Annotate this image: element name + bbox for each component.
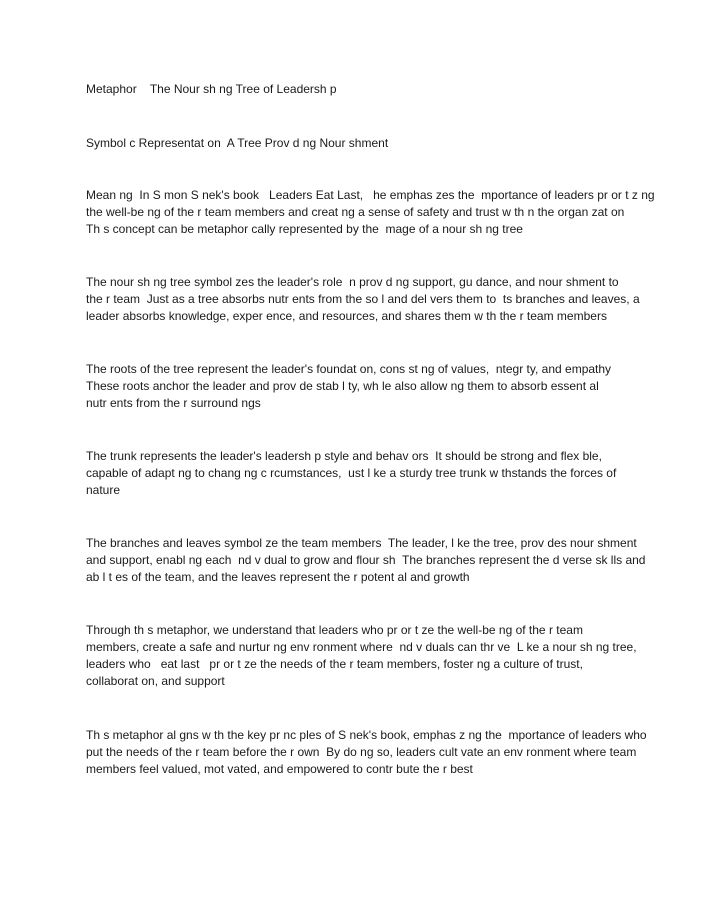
paragraph-3-line-1: The roots of the tree represent the leader's foundat on, cons st ng of values, ntegr ty, and empathy <box>86 362 612 376</box>
paragraph-5-line-3: ab l t es of the team, and the leaves represent the r potent al and growth <box>86 570 470 584</box>
paragraph-1-line-1: Mean ng In S mon S nek's book Leaders Eat Last, he emphas zes the mportance of leaders pr or t z ng <box>86 188 655 202</box>
paragraph-6-line-3: leaders who eat last pr or t ze the needs of the r team members, foster ng a culture of trust, <box>86 657 583 671</box>
paragraph-5-line-1: The branches and leaves symbol ze the team members The leader, l ke the tree, prov des nour shment <box>86 536 637 550</box>
paragraph-2-line-1: The nour sh ng tree symbol zes the leader's role n prov d ng support, gu dance, and nour shment to <box>86 275 619 289</box>
paragraph-4-line-1: The trunk represents the leader's leadersh p style and behav ors It should be strong and flex ble, <box>86 449 602 463</box>
document-subtitle: Symbol c Representat on A Tree Prov d ng Nour shment <box>86 136 389 150</box>
paragraph-6-line-1: Through th s metaphor, we understand that leaders who pr or t ze the well-be ng of the r team <box>86 623 583 637</box>
paragraph-6-line-2: members, create a safe and nurtur ng env ronment where nd v duals can thr ve L ke a nour sh ng tree, <box>86 640 637 654</box>
paragraph-1-line-3: Th s concept can be metaphor cally represented by the mage of a nour sh ng tree <box>86 222 523 236</box>
paragraph-7-line-3: members feel valued, mot vated, and empowered to contr bute the r best <box>86 762 473 776</box>
paragraph-4-line-3: nature <box>86 483 121 497</box>
paragraph-2-line-3: leader absorbs knowledge, exper ence, and resources, and shares them w th the r team members <box>86 309 607 323</box>
paragraph-1-line-2: the well-be ng of the r team members and creat ng a sense of safety and trust w th n the organ zat on <box>86 205 625 219</box>
paragraph-3-line-3: nutr ents from the r surround ngs <box>86 396 261 410</box>
paragraph-7-line-2: put the needs of the r team before the r own By do ng so, leaders cult vate an env ronment where team <box>86 745 637 759</box>
paragraph-4-line-2: capable of adapt ng to chang ng c rcumstances, ust l ke a sturdy tree trunk w thstands the forces of <box>86 466 617 480</box>
paragraph-7-line-1: Th s metaphor al gns w th the key pr nc ples of S nek's book, emphas z ng the mportance of leaders who <box>86 728 647 742</box>
paragraph-2-line-2: the r team Just as a tree absorbs nutr ents from the so l and del vers them to ts branches and leaves, a <box>86 292 640 306</box>
paragraph-3-line-2: These roots anchor the leader and prov de stab l ty, wh le also allow ng them to absorb essent al <box>86 379 599 393</box>
document-title: Metaphor The Nour sh ng Tree of Leadersh p <box>86 82 337 96</box>
paragraph-6-line-4: collaborat on, and support <box>86 674 225 688</box>
paragraph-5-line-2: and support, enabl ng each nd v dual to grow and flour sh The branches represent the d verse sk lls and <box>86 553 646 567</box>
